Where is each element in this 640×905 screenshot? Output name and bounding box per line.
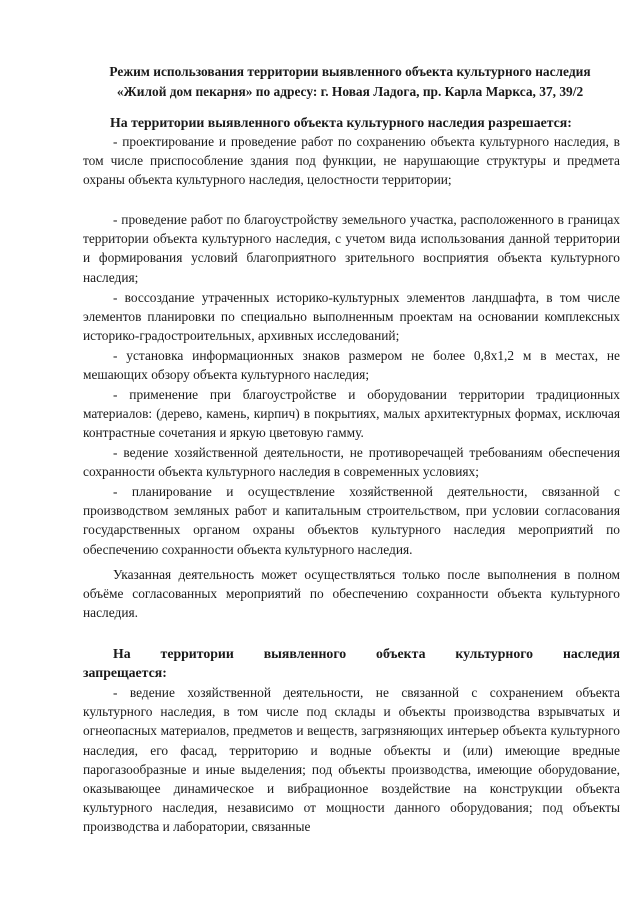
allowed-item: - воссоздание утраченных историко-культурных элементов ландшафта, в том числе элементов планировки по специально выполненным проектам на основании комплексных историко-градостроительных, архивных исследований; [83, 290, 620, 344]
prohibited-heading: На территории выявленного объекта культурного наследия [113, 646, 620, 661]
prohibited-heading-continuation: запрещается: [83, 665, 167, 680]
allowed-item: - установка информационных знаков размером не более 0,8х1,2 м в местах, не мешающих обзору объекта культурного наследия; [83, 348, 620, 383]
allowed-item: - проектирование и проведение работ по сохранению объекта культурного наследия, в том числе приспособление здания под функции, не нарушающие структуры и предмета охраны объекта культурного наследия, целостности территории; [83, 134, 620, 188]
allowed-item: - проведение работ по благоустройству земельного участка, расположенного в границах территории объекта культурного наследия, с учетом вида использования данной территории и формирования условий благоприятного зрительного восприятия объекта культурного наследия; [83, 212, 620, 285]
allowed-item: - применение при благоустройстве и оборудовании территории традиционных материалов: (дерево, камень, кирпич) в покрытиях, малых архитектурных формах, исключая контрастные сочетания и яркую цветовую гамму. [83, 387, 620, 441]
prohibited-item: - ведение хозяйственной деятельности, не связанной с сохранением объекта культурного наследия, в том числе под склады и объекты производства взрывчатых и огнеопасных материалов, предметов и веществ, загрязняющих интерьер объекта культурного наследия, его фасад, территорию и водные объекты и (или) имеющие вредные парогазообразные и иные выделения; под объекты производства, имеющие оборудование, оказывающее динамическое и вибрационное воздействие на конструкции объекта культурного наследия, независимо от мощности данного оборудования; под объекты производства и лаборатории, связанные [83, 685, 620, 835]
allowed-item: - ведение хозяйственной деятельности, не противоречащей требованиям обеспечения сохранности объекта культурного наследия в современных условиях; [83, 445, 620, 480]
title-line-2: «Жилой дом пекарня» по адресу: г. Новая Ладога, пр. Карла Маркса, 37, 39/2 [116, 84, 584, 99]
allowed-note: Указанная деятельность может осуществляться только после выполнения в полном объёме согласованных мероприятий по обеспечению сохранности объекта культурного наследия. [83, 567, 620, 621]
allowed-item: - планирование и осуществление хозяйственной деятельности, связанной с производством земляных работ и капитальным строительством, при условии согласования государственных органом охраны объектов культурного наследия мероприятий по обеспечению сохранности объекта культурного наследия. [83, 484, 620, 557]
title-line-1: Режим использования территории выявленного объекта культурного наследия [109, 64, 591, 79]
document-title [80, 62, 620, 102]
allowed-heading: На территории выявленного объекта культурного наследия разрешается: [110, 115, 572, 130]
